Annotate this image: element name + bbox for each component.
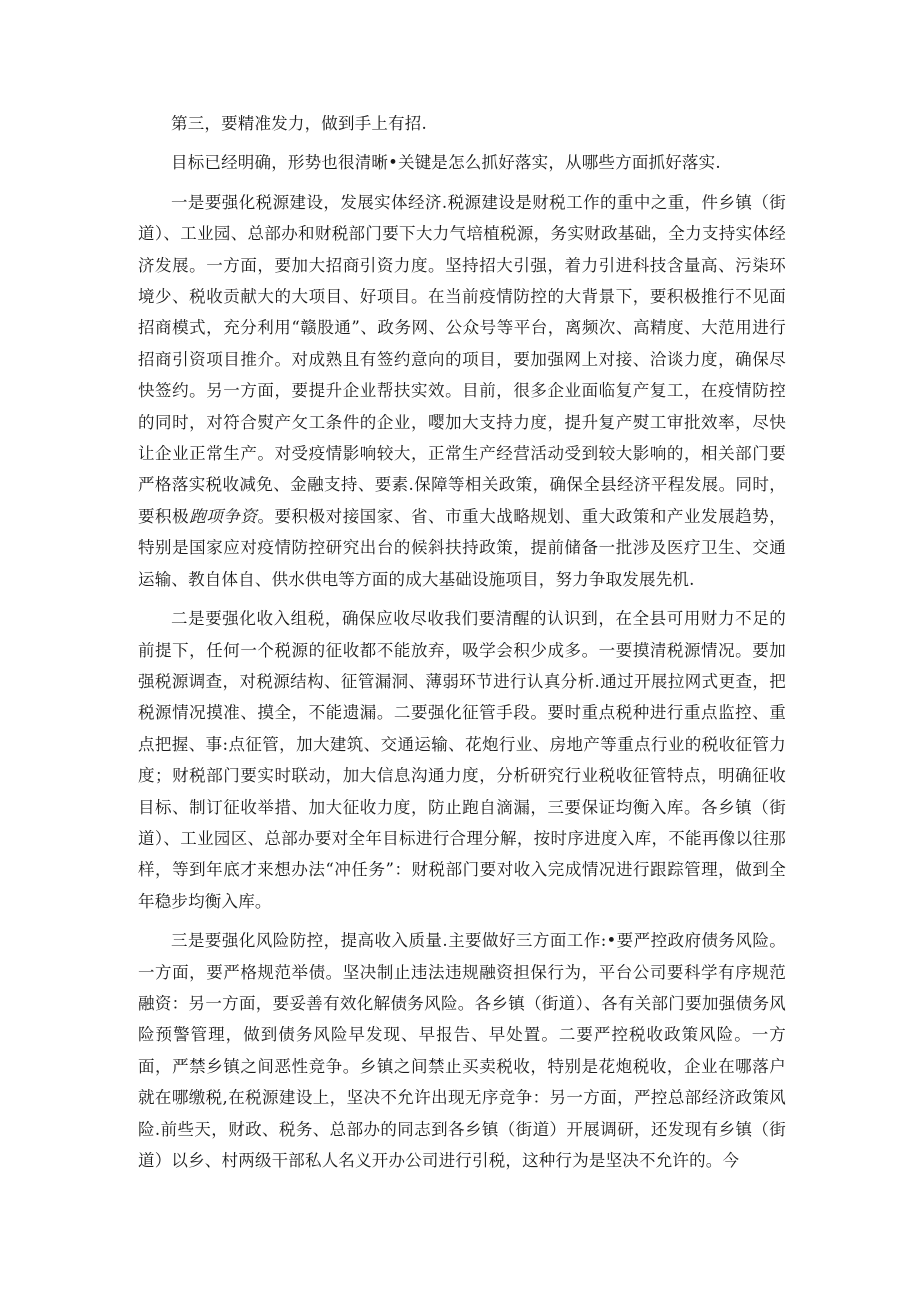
paragraph-section-title: 第三，要精准发力，做到手上有招. [171, 114, 427, 133]
paragraph-point-two: 二是要强化收入组税，确保应收尽收我们要清醒的认识到，在全县可用财力不足的前提下，任何一个税源的征收都不能放弃，吸学会积少成多。一要摸清税源情况。要加强税源调查，对税源结构、征管漏洞、薄弱环节进行认真分析.通过开展拉网式更查，把税源情况摸准、摸全，不能遗漏。二要强化征管手段。要时重点税种进行重点监控、重点把握、事:点征管，加大建筑、交通运输、花炮行业、房地产等重点行业的税收征管力度；财税部门要实时联动，加大信息沟通力度，分析研究行业税收征管特点，明确征收目标、制订征收举措、加大征收力度，防止跑自滴漏，三要保证均衡入库。各乡镇（街道）、工业园区、总部办要对全年目标进行合理分解，按时序进度入库，不能再像以往那样，等到年底才来想办法“冲任务”：财税部门要对收入完成情况进行跟踪管理，做到全年稳步均衡入库。 [138, 609, 786, 911]
paragraph-intro: 目标已经明确，形势也很清晰•关键是怎么抓好落实，从哪些方面抓好落实. [171, 153, 721, 173]
document-body [138, 108, 786, 1176]
paragraph-point-one-emphasis: 跑项争资 [189, 506, 258, 526]
paragraph-point-three: 三是要强化风险防控，提高收入质量.主要做好三方面工作:•要严控政府债务风险。一方面，要严格规范举债。坚决制止违法违规融资担保行为，平台公司要科学有序规范融资：另一方面，要妥善有效化解债务风险。各乡镇（街道）、各有关部门要加强债务风险预警管理，做到债务风险早发现、早报告、早处置。二要严控税收政策风险。一方面，严禁乡镇之间恶性竞争。乡镇之间禁止买卖税收，特别是花炮税收，企业在哪落户就在哪缴税,在税源建设上，坚决不允许出现无序竞争：另一方面，严控总部经济政策风险.前些天，财政、税务、总部办的同志到各乡镇（街道）开展调研，还发现有乡镇（街道）以乡、村两级干部私人名义开办公司进行引税，这种行为是坚决不允许的。今 [138, 931, 786, 1170]
paragraph-point-one-part-2: 。要积极对接国家、省、市重大战略规划、重大政策和产业发展趋势，特别是国家应对疫情防控研究出台的候斜扶持政策，提前储备一批涉及医疗卫生、交通运输、教自体自、供水供电等方面的成大基础设施项目，努力争取发展先机. [138, 506, 786, 589]
paragraph-point-one [138, 187, 786, 595]
paragraph-point-one-part-1: 一是要强化税源建设，发展实体经济.税源建设是财税工作的重中之重，件乡镇（街道）、工业园、总部办和财税部门要下大力气培植税源，务实财政基础，全力支持实体经济发展。一方面，要加大招商引资力度。坚持招大引强，着力引进科技含量高、污柒环境少、税收贡献大的大项目、好项目。在当前疫情防控的大背景下，要积极推行不见面招商模式，充分利用“赣股通”、政务网、公众号等平台，离频次、高精度、大范用进行招商引资项目推介。对成熟且有签约意向的项目，要加强网上对接、洽谈力度，确保尽快签约。另一方面，要提升企业帮扶实效。目前，很多企业面临复产复工，在疫情防控的同时，对符合熨产攵工条件的企业，嘤加大支持力度，提升复产熨工审批效率，尽快让企业正常生产。对受疫情影响较大，正常生产经营活动受到较大影响的，相关部门要严格落实税收减免、金融支持、要素.保障等相关政策，确保全县经济平程发展。同时，要积极 [138, 192, 786, 526]
